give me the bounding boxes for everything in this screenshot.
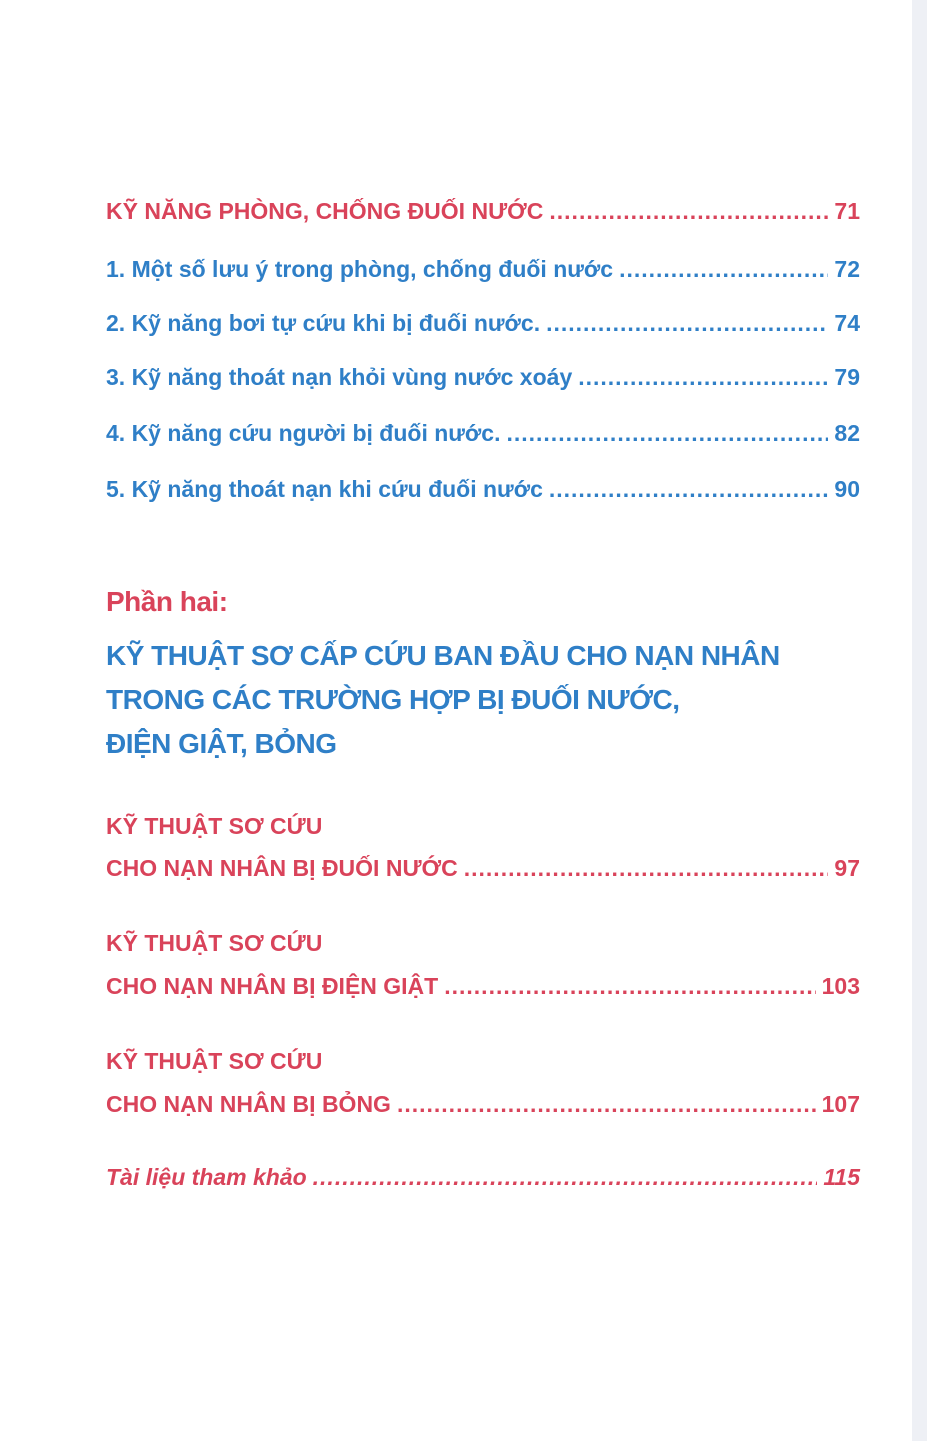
toc-title: CHO NẠN NHÂN BỊ ĐUỐI NƯỚC <box>106 855 458 881</box>
toc-entry-heading: KỸ THUẬT SƠ CỨU <box>106 813 323 839</box>
toc-item[interactable] <box>106 364 860 391</box>
toc-references[interactable] <box>106 1164 860 1191</box>
toc-item[interactable] <box>106 476 860 503</box>
toc-title: 1. Một số lưu ý trong phòng, chống đuối nước <box>106 256 614 282</box>
part-title-line: TRONG CÁC TRƯỜNG HỢP BỊ ĐUỐI NƯỚC, <box>106 684 680 715</box>
part-label: Phần hai: <box>106 586 228 617</box>
toc-page-number: 115 <box>823 1164 860 1190</box>
part-title-line: KỸ THUẬT SƠ CẤP CỨU BAN ĐẦU CHO NẠN NHÂN <box>106 640 780 671</box>
page-edge <box>912 0 927 1441</box>
toc-title: CHO NẠN NHÂN BỊ BỎNG <box>106 1091 391 1117</box>
toc-title: Tài liệu tham khảo <box>106 1164 307 1190</box>
toc-title: 3. Kỹ năng thoát nạn khỏi vùng nước xoáy <box>106 364 573 390</box>
toc-title: 4. Kỹ năng cứu người bị đuối nước. <box>106 420 501 446</box>
toc-page-number: 103 <box>821 973 860 999</box>
toc-leader-dots <box>546 310 828 337</box>
toc-page-number: 90 <box>834 476 860 502</box>
toc-entry-heading: KỸ THUẬT SƠ CỨU <box>106 1048 323 1074</box>
toc-leader-dots <box>444 973 815 1000</box>
toc-entry-heading: KỸ THUẬT SƠ CỨU <box>106 930 323 956</box>
toc-leader-dots <box>549 476 829 503</box>
toc-leader-dots <box>397 1091 816 1118</box>
toc-page-number: 79 <box>834 364 860 390</box>
toc-section-heading[interactable] <box>106 198 860 225</box>
toc-page-number: 97 <box>834 855 860 881</box>
toc-leader-dots <box>506 420 828 447</box>
toc-leader-dots <box>464 855 829 882</box>
toc-item[interactable] <box>106 420 860 447</box>
toc-item[interactable] <box>106 256 860 283</box>
toc-title: CHO NẠN NHÂN BỊ ĐIỆN GIẬT <box>106 973 439 999</box>
toc-item[interactable] <box>106 310 860 337</box>
toc-page-number: 82 <box>834 420 860 446</box>
toc-leader-dots <box>619 256 828 283</box>
toc-item[interactable] <box>106 855 860 882</box>
toc-page-number: 107 <box>821 1091 860 1117</box>
toc-item[interactable] <box>106 1091 860 1118</box>
toc-title: KỸ NĂNG PHÒNG, CHỐNG ĐUỐI NƯỚC <box>106 198 544 224</box>
toc-page-number: 74 <box>834 310 860 336</box>
toc-leader-dots <box>313 1164 818 1191</box>
toc-page-number: 71 <box>834 198 860 224</box>
toc-leader-dots <box>578 364 828 391</box>
toc-item[interactable] <box>106 973 860 1000</box>
toc-title: 2. Kỹ năng bơi tự cứu khi bị đuối nước. <box>106 310 541 336</box>
toc-leader-dots <box>549 198 828 225</box>
toc-page-number: 72 <box>834 256 860 282</box>
toc-title: 5. Kỹ năng thoát nạn khi cứu đuối nước <box>106 476 543 502</box>
part-title-line: ĐIỆN GIẬT, BỎNG <box>106 728 337 759</box>
